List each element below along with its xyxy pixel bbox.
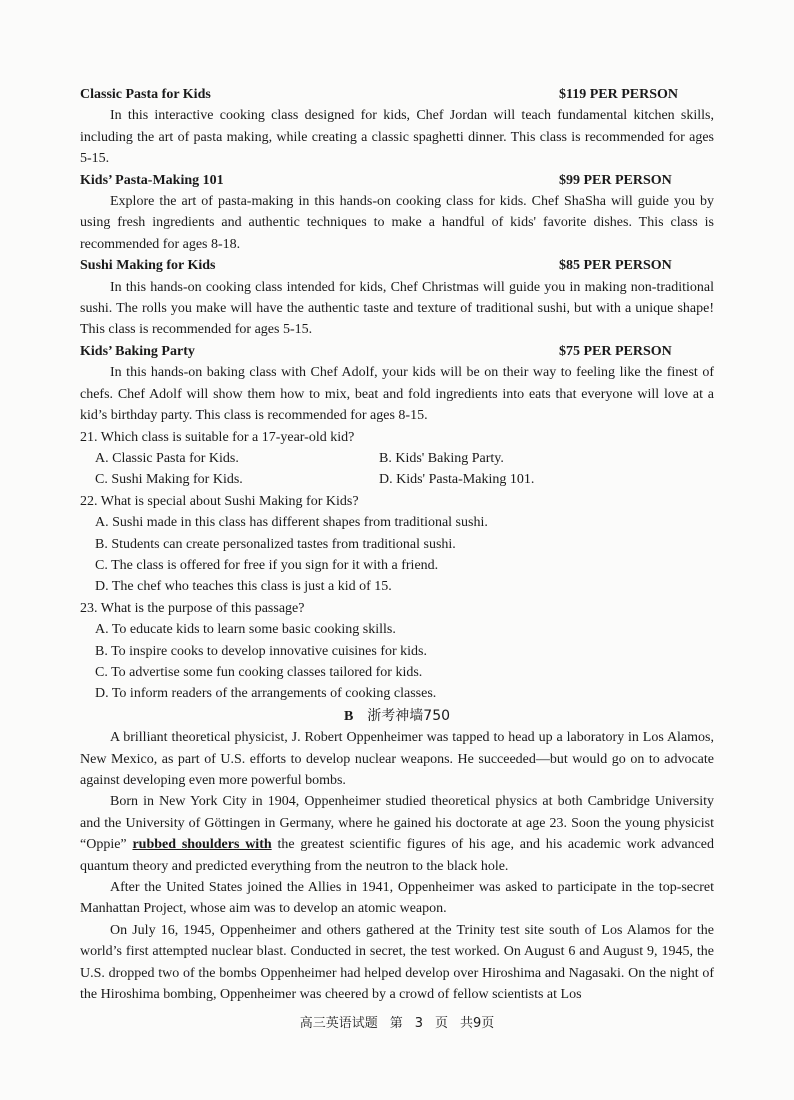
question-21 xyxy=(80,427,714,491)
course-price: $75 PER PERSON xyxy=(559,343,672,359)
course-sushi-making xyxy=(80,255,714,341)
option-d: D. The chef who teaches this class is just a kid of 15. xyxy=(95,579,392,595)
footer-subject: 高三英语试题 xyxy=(299,1016,378,1031)
course-price: $99 PER PERSON xyxy=(559,172,672,188)
footer-total-pages: 共9页 xyxy=(460,1016,495,1031)
course-title: Kids’ Baking Party xyxy=(80,343,195,359)
question-23 xyxy=(80,598,714,705)
course-baking-party xyxy=(80,341,714,427)
course-price: $85 PER PERSON xyxy=(559,258,672,274)
question-22 xyxy=(80,491,714,598)
underlined-phrase: rubbed shoulders with xyxy=(132,837,272,853)
page-footer xyxy=(0,1012,794,1031)
course-description: Explore the art of pasta-making in this hands-on cooking class for kids. Chef ShaSha will guide you by using fresh ingredients and authentic techniques to make a handful of kids' favorite dishes. This class is recommended for ages 8-18. xyxy=(80,194,714,252)
course-pasta-making-101 xyxy=(80,170,714,256)
paragraph-text: the greatest scientific figures of his age, and his academic work advanced quantum theory and predicted everything from the neutron to the black hole. xyxy=(80,837,715,874)
exam-content xyxy=(80,84,714,1005)
option-a: A. To educate kids to learn some basic cooking skills. xyxy=(95,622,396,638)
passage-b-paragraph-3: After the United States joined the Allies in 1941, Oppenheimer was asked to participate in the top-secret Manhattan Project, whose aim was to develop an atomic weapon. xyxy=(80,880,714,917)
option-a: A. Sushi made in this class has different shapes from traditional sushi. xyxy=(95,515,488,531)
section-tag: 浙考神墙750 xyxy=(367,707,451,724)
course-title: Classic Pasta for Kids xyxy=(80,87,211,102)
passage-b-paragraph-2 xyxy=(80,791,714,877)
course-classic-pasta xyxy=(80,84,714,170)
course-header xyxy=(80,255,714,276)
options-grid xyxy=(80,448,714,491)
question-stem: 23. What is the purpose of this passage? xyxy=(80,600,305,616)
course-price: $119 PER PERSON xyxy=(559,87,679,102)
option-a: A. Classic Pasta for Kids. xyxy=(95,450,239,466)
course-title: Kids’ Pasta-Making 101 xyxy=(80,172,224,188)
course-description: In this interactive cooking class designed for kids, Chef Jordan will teach fundamental kitchen skills, including the art of pasta making, while creating a classic spaghetti dinner. This class is recommended for ages 5-15. xyxy=(80,108,714,167)
option-d: D. Kids' Pasta-Making 101. xyxy=(379,472,535,488)
question-stem: 22. What is special about Sushi Making for Kids? xyxy=(80,493,359,509)
passage-b-paragraph-4: On July 16, 1945, Oppenheimer and others gathered at the Trinity test site south of Los Alamos for the world’s first attempted nuclear blast. Conducted in secret, the test worked. On August 6 and August 9, 1945, the U.S. dropped two of the bombs Oppenheimer had helped develop over Hiroshima and Nagasaki. On the night of the Hiroshima bombing, Oppenheimer was cheered by a crowd of fellow scientists at Los xyxy=(80,922,714,1003)
passage-b-paragraph-1: A brilliant theoretical physicist, J. Robert Oppenheimer was tapped to head up a laboratory in Los Alamos, New Mexico, as part of U.S. efforts to develop nuclear weapons. He succeeded—but would go on to advocate against developing even more powerful bombs. xyxy=(80,730,714,788)
section-b-header xyxy=(80,706,714,727)
question-stem: 21. Which class is suitable for a 17-year-old kid? xyxy=(80,429,355,445)
course-header xyxy=(80,170,714,191)
course-description: In this hands-on cooking class intended for kids, Chef Christmas will guide you in making non-traditional sushi. The rolls you make will have the authentic taste and texture of traditional sushi, but with a unique shape! This class is recommended for ages 5-15. xyxy=(80,279,714,338)
footer-page-number: 3 xyxy=(414,1016,423,1031)
option-b: B. To inspire cooks to develop innovative cuisines for kids. xyxy=(95,643,427,659)
option-c: C. To advertise some fun cooking classes tailored for kids. xyxy=(95,664,423,680)
option-b: B. Students can create personalized tastes from traditional sushi. xyxy=(95,536,456,552)
course-title: Sushi Making for Kids xyxy=(80,258,216,274)
course-header xyxy=(80,341,714,362)
course-header xyxy=(80,84,714,105)
paragraph-text: Born in New York City in 1904, Oppenheimer studied theoretical physics at both Cambridge University and the University of Göttingen in Germany, where he gained his doctorate at age 23. Soon the young physicist “Oppie” xyxy=(80,794,714,853)
footer-ye: 页 xyxy=(435,1016,449,1031)
course-description: In this hands-on baking class with Chef Adolf, your kids will be on their way to feeling like the finest of chefs. Chef Adolf will show them how to mix, beat and fold ingredients into eats that everyone will love at a kid’s birthday party. This class is recommended for ages 8-15. xyxy=(80,365,714,424)
option-c: C. Sushi Making for Kids. xyxy=(95,472,243,488)
option-c: C. The class is offered for free if you sign for it with a friend. xyxy=(95,557,439,573)
option-b: B. Kids' Baking Party. xyxy=(379,450,504,466)
section-letter: B xyxy=(343,708,354,724)
footer-di: 第 xyxy=(389,1016,403,1031)
option-d: D. To inform readers of the arrangements of cooking classes. xyxy=(95,686,437,702)
